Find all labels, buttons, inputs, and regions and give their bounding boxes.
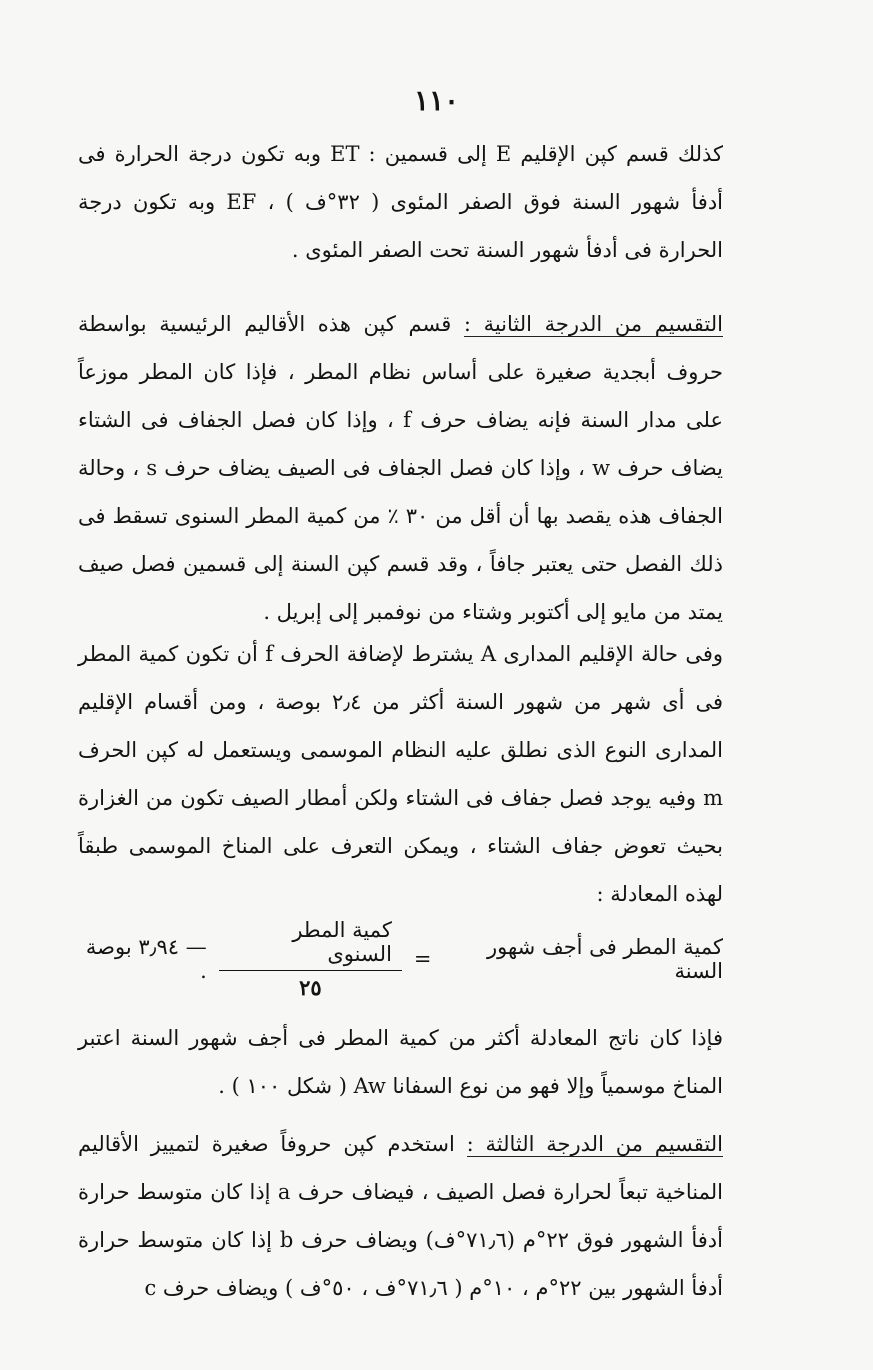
paragraph-tropical-climate <box>78 630 723 918</box>
equation-fraction <box>219 918 402 1000</box>
paragraph-equation-result <box>78 1014 723 1110</box>
section-heading: التقسيم من الدرجة الثالثة : <box>466 1132 723 1156</box>
page-number: ١١٠ <box>413 84 460 117</box>
equation-lhs: كمية المطر فى أجف شهور السنة <box>487 935 723 983</box>
equation-denominator: ٢٥ <box>299 975 322 1000</box>
section-heading: التقسيم من الدرجة الثانية : <box>463 312 724 336</box>
paragraph-text: قسم كپن هذه الأقاليم الرئيسية بواسطة حروف أبجدية صغيرة على أساس نظام المطر ، فإذا كان المطر موزعاً على مدار السنة فإنه يضاف حرف f ، وإذا كان فصل الجفاف فى الشتاء يضاف حرف w ، وإذا كان فصل الجفاف فى الصيف يضاف حرف s ، وحالة الجفاف هذه يقصد بها أن أقل من ٣٠ ٪ من كمية المطر السنوى تسقط فى ذلك الفصل حتى يعتبر جافاً ، وقد قسم كپن السنة إلى قسمين فصل صيف يمتد من مايو إلى أكتوبر وشتاء من نوفمبر إلى إبريل . <box>78 312 723 624</box>
paragraph-second-degree <box>78 300 723 636</box>
paragraph-text: كذلك قسم كپن الإقليم E إلى قسمين : ET وبه تكون درجة الحرارة فى أدفأ شهور السنة فوق الصفر المئوى ( ٣٢°ف ) ، EF وبه تكون درجة الحرارة فى أدفأ شهور السنة تحت الصفر المئوى . <box>78 142 724 262</box>
paragraph-e-subdivision <box>78 130 723 274</box>
paragraph-text: فإذا كان ناتج المعادلة أكثر من كمية المطر فى أجف شهور السنة اعتبر المناخ موسمياً وإلا فهو من نوع السفانا Aw ( شكل ١٠٠ ) . <box>78 1026 723 1098</box>
monsoon-equation <box>78 918 723 1000</box>
equation-equals: = <box>413 947 432 971</box>
paragraph-text: وفى حالة الإقليم المدارى A يشترط لإضافة الحرف f أن تكون كمية المطر فى أى شهر من شهور السنة أكثر من ٢٫٤ بوصة ، ومن أقسام الإقليم المدارى النوع الذى نطلق عليه النظام الموسمى ويستعمل له كپن الحرف m وفيه يوجد فصل جفاف فى الشتاء ولكن أمطار الصيف تكون من الغزارة بحيث تعوض جفاف الشتاء ، ويمكن التعرف على المناخ الموسمى طبقاً لهذه المعادلة : <box>78 642 724 906</box>
paragraph-text: استخدم كپن حروفاً صغيرة لتمييز الأقاليم المناخية تبعاً لحرارة فصل الصيف ، فيضاف حرف a إذا كان متوسط حرارة أدفأ الشهور فوق ٢٢°م (٧١٫٦°ف) ويضاف حرف b إذا كان متوسط حرارة أدفأ الشهور بين ٢٢°م ، ١٠°م ( ٧١٫٦°ف ، ٥٠°ف ) ويضاف حرف c <box>78 1132 723 1300</box>
equation-numerator: كمية المطر السنوى <box>219 918 402 971</box>
equation-rhs: — ٣٫٩٤ بوصة . <box>85 935 207 983</box>
paragraph-third-degree <box>78 1120 723 1312</box>
